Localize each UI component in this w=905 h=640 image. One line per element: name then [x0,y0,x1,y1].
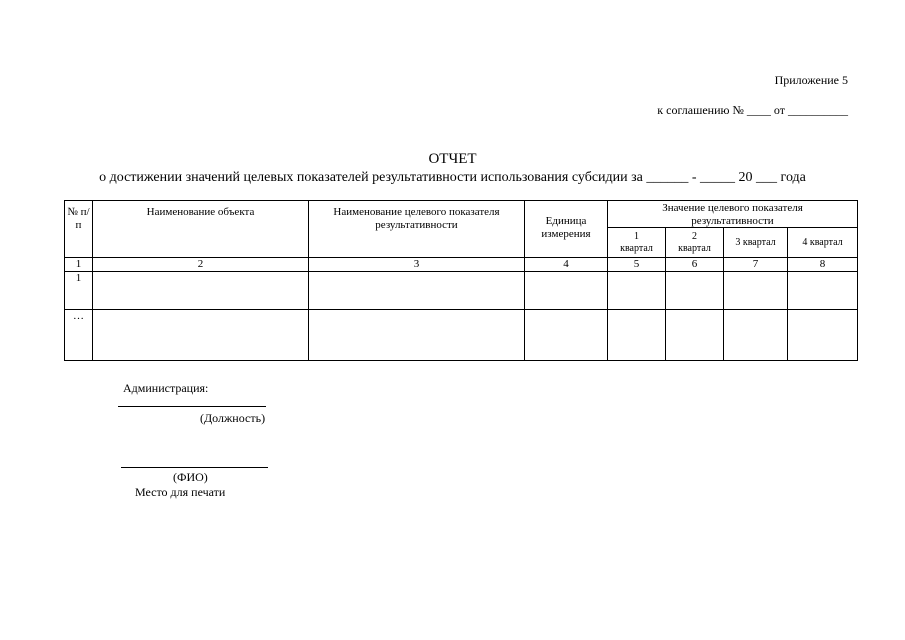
administration-label: Администрация: [123,381,209,395]
header-unit: Единица измерения [525,201,608,258]
table-cell [666,309,724,360]
table-row [65,271,858,309]
header-q1-num: 1 [634,231,639,243]
header-value-group: Значение целевого показателя результативности [608,201,858,228]
table-cell [525,271,608,309]
column-number: 5 [608,258,666,272]
table-cell [666,271,724,309]
report-table [64,200,858,361]
agreement-reference: к соглашению № ____ от __________ [657,103,848,117]
table-cell [309,309,525,360]
column-number-row [65,258,858,272]
signature-line-fio [121,467,268,468]
signature-line-position [118,406,266,407]
header-q2-word: квартал [678,242,711,254]
table-cell [788,271,858,309]
column-number: 8 [788,258,858,272]
appendix-label: Приложение 5 [774,73,848,87]
report-title: ОТЧЕТ [428,151,477,167]
header-object-name: Наименование объекта [93,201,309,258]
column-number: 4 [525,258,608,272]
header-q4: 4 квартал [788,228,858,258]
table-cell [93,271,309,309]
stamp-place-label: Место для печати [135,485,226,499]
table-cell [93,309,309,360]
header-q1 [608,228,666,258]
header-q2 [666,228,724,258]
table-cell [608,309,666,360]
table-cell [724,309,788,360]
column-number: 6 [666,258,724,272]
table-cell [309,271,525,309]
table-cell [724,271,788,309]
row-number: … [65,309,93,360]
table-cell [525,309,608,360]
fio-caption: (ФИО) [173,470,208,484]
position-caption: (Должность) [200,411,266,425]
header-no: № п/п [65,201,93,258]
header-q2-num: 2 [692,231,697,243]
table-cell [788,309,858,360]
column-number: 2 [93,258,309,272]
table-header-row [65,201,858,228]
header-indicator-name: Наименование целевого показателя результативности [309,201,525,258]
table-row [65,309,858,360]
row-number: 1 [65,271,93,309]
report-subtitle: о достижении значений целевых показателей результативности использования субсидии за ______ - _____ 20 ___ года [99,170,806,185]
header-q1-word: квартал [620,242,653,254]
table-cell [608,271,666,309]
column-number: 3 [309,258,525,272]
column-number: 7 [724,258,788,272]
header-q3: 3 квартал [724,228,788,258]
column-number: 1 [65,258,93,272]
